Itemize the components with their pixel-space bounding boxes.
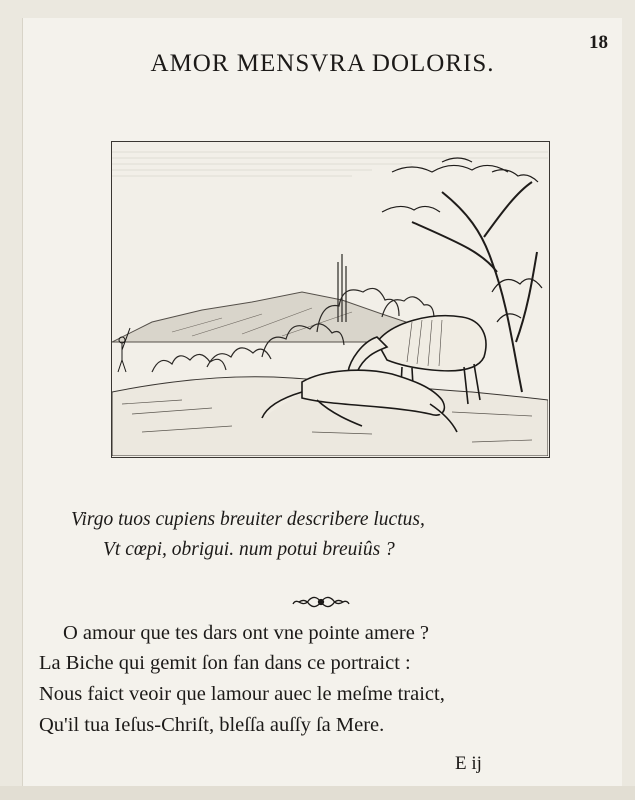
- signature-mark: E ij: [455, 753, 482, 774]
- latin-verse-line-1: Virgo tuos cupiens breuiter describere luctus,: [71, 509, 425, 530]
- book-page: [22, 18, 622, 786]
- doe-and-fawn-scene: [112, 142, 548, 456]
- french-verse-line-2: La Biche qui gemit ſon fan dans ce portraict :: [39, 652, 411, 674]
- emblem-title: AMOR MENSVRA DOLORIS.: [150, 50, 495, 77]
- engraving-illustration: [111, 141, 550, 458]
- latin-verse-line-2: Vt cœpi, obrigui. num potui breuiûs ?: [103, 539, 395, 560]
- scan-margin-strip: [0, 786, 635, 800]
- fleuron-ornament-icon: [291, 592, 351, 612]
- french-verse-line-1: O amour que tes dars ont vne pointe amere ?: [63, 622, 430, 644]
- french-verse-line-3: Nous faict veoir que lamour auec le meſme traict,: [39, 683, 445, 705]
- french-verse-line-4: Qu'il tua Ieſus-Chriſt, bleſſa auſſy ſa Mere.: [39, 714, 385, 736]
- page-number: 18: [589, 32, 608, 53]
